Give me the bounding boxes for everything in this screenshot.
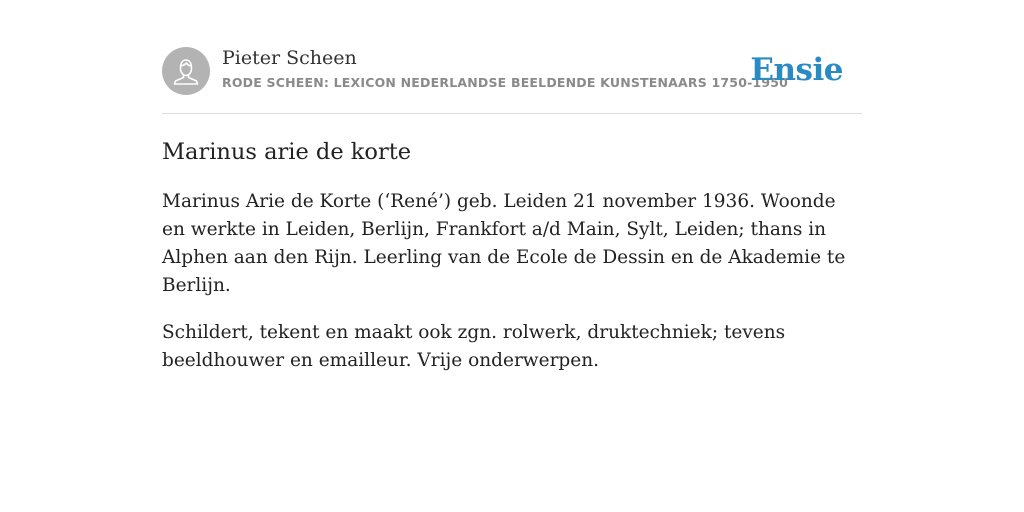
entry-header [162,44,862,114]
ensie-logo[interactable]: Ensie [750,52,843,88]
author-avatar[interactable] [162,47,210,95]
author-name[interactable]: Pieter Scheen [222,47,357,69]
entry-title: Marinus arie de korte [162,139,412,165]
user-silhouette-icon [162,47,210,95]
entry-card [162,44,862,375]
source-title: RODE SCHEEN: LEXICON NEDERLANDSE BEELDENDE KUNSTENAARS 1750-1950 [222,75,789,90]
entry-paragraph: Schildert, tekent en maakt ook zgn. rolwerk, druktechniek; tevens beeldhouwer en emailleur. Vrije onderwerpen. [162,322,786,371]
entry-paragraph: Marinus Arie de Korte (‘René’) geb. Leiden 21 november 1936. Woonde en werkte in Leiden, Berlijn, Frankfort a/d Main, Sylt, Leiden; thans in Alphen aan den Rijn. Leerling van de Ecole de Dessin en de Akademie te Berlijn. [162,191,846,296]
